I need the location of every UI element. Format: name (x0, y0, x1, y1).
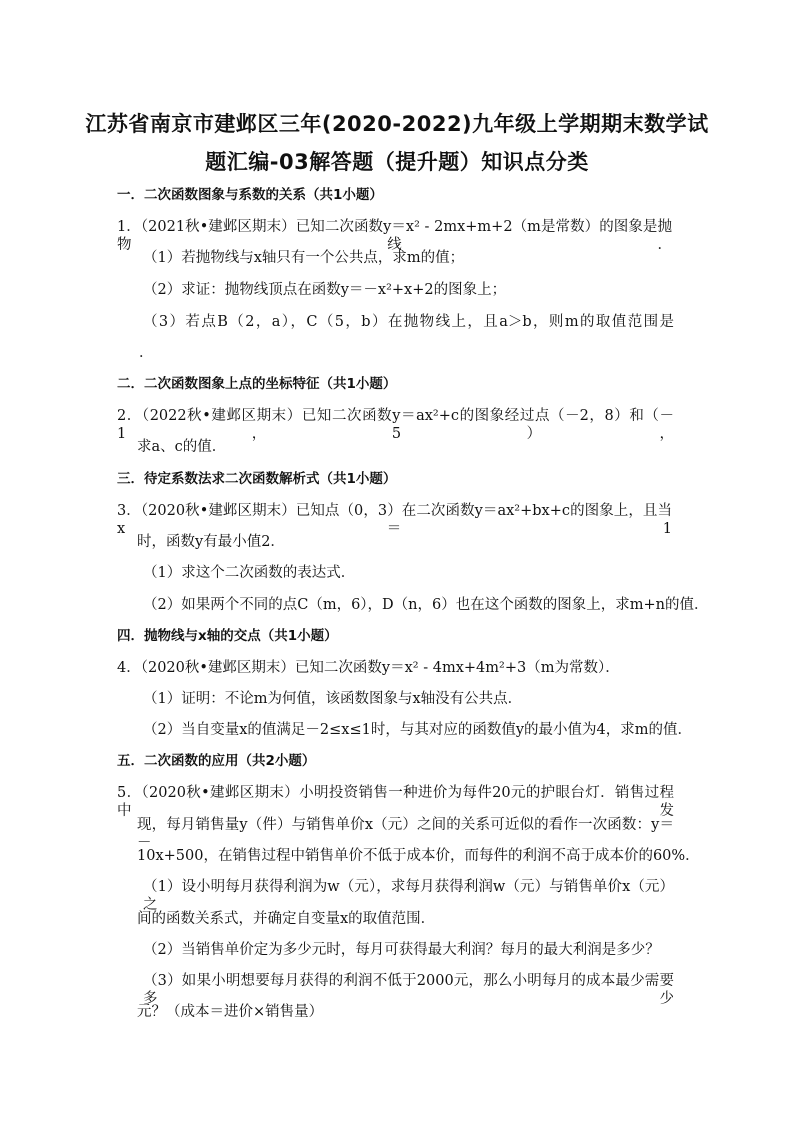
question-5-part-3-cont: 元？（成本＝进价×销售量） (137, 1004, 324, 1020)
section-heading-1: 一．二次函数图象与系数的关系（共1小题） (117, 187, 383, 203)
question-3-stem-cont: 时，函数y有最小值2． (137, 534, 285, 550)
question-3-part-2: （2）如果两个不同的点C（m，6），D（n，6）也在这个函数的图象上，求m+n的值． (143, 597, 709, 613)
section-heading-5: 五．二次函数的应用（共2小题） (117, 753, 316, 769)
question-4-stem: 4．（2020秋•建邺区期末）已知二次函数y＝x² - 4mx+4m²+3（m为常数）． (117, 660, 620, 676)
question-5-part-1-cont: 间的函数关系式，并确定自变量x的取值范围． (137, 911, 436, 927)
section-heading-2: 二．二次函数图象上点的坐标特征（共1小题） (117, 376, 397, 392)
question-1-part-2: （2）求证：抛物线顶点在函数y＝－x²+x+2的图象上； (143, 282, 507, 298)
question-1-part-3: （3）若点B（2，a），C（5，b）在抛物线上，且a＞b，则m的取值范围是 (143, 314, 674, 330)
question-5-part-3: （3）如果小明想要每月获得的利润不低于2000元，那么小明每月的成本最少需要多少 (143, 973, 674, 1007)
question-5-part-1: （1）设小明每月获得利润为w（元），求每月获得利润w（元）与销售单价x（元）之 (143, 879, 674, 913)
question-1-stem: 1．（2021秋•建邺区期末）已知二次函数y＝x² - 2mx+m+2（m是常数）的图象是抛物线． (117, 219, 672, 253)
document-title-line-1: 江苏省南京市建邺区三年(2020-2022)九年级上学期期末数学试 (85, 112, 709, 136)
document-title-line-2: 题汇编-03解答题（提升题）知识点分类 (205, 150, 589, 174)
section-heading-4: 四．抛物线与x轴的交点（共1小题） (117, 628, 338, 644)
question-1-blank-end: ． (139, 345, 154, 361)
question-3-part-1: （1）求这个二次函数的表达式． (143, 565, 356, 581)
section-heading-3: 三．待定系数法求二次函数解析式（共1小题） (117, 471, 397, 487)
question-5-stem-line-2: 现，每月销售量y（件）与销售单价x（元）之间的关系可近似的看作一次函数：y＝－ (137, 817, 674, 851)
question-2-stem-cont: 求a、c的值． (137, 439, 227, 455)
question-1-part-1: （1）若抛物线与x轴只有一个公共点，求m的值； (143, 250, 465, 266)
question-5-stem-line-3: 10x+500，在销售过程中销售单价不低于成本价，而每件的利润不高于成本价的60%． (137, 848, 700, 864)
question-5-part-2: （2）当销售单价定为多少元时，每月可获得最大利润？每月的最大利润是多少？ (143, 942, 660, 958)
question-5-stem-line-1: 5．（2020秋•建邺区期末）小明投资销售一种进价为每件20元的护眼台灯．销售过程中发 (117, 785, 674, 819)
question-3-stem: 3．（2020秋•建邺区期末）已知点（0，3）在二次函数y＝ax²+bx+c的图象上，且当x＝1 (117, 503, 672, 537)
question-4-part-2: （2）当自变量x的值满足－2≤x≤1时，与其对应的函数值y的最小值为4，求m的值． (143, 722, 692, 738)
question-2-stem: 2．（2022秋•建邺区期末）已知二次函数y＝ax²+c的图象经过点（－2，8）和（－1，5）， (117, 408, 674, 442)
question-4-part-1: （1）证明：不论m为何值，该函数图象与x轴没有公共点． (143, 691, 523, 707)
